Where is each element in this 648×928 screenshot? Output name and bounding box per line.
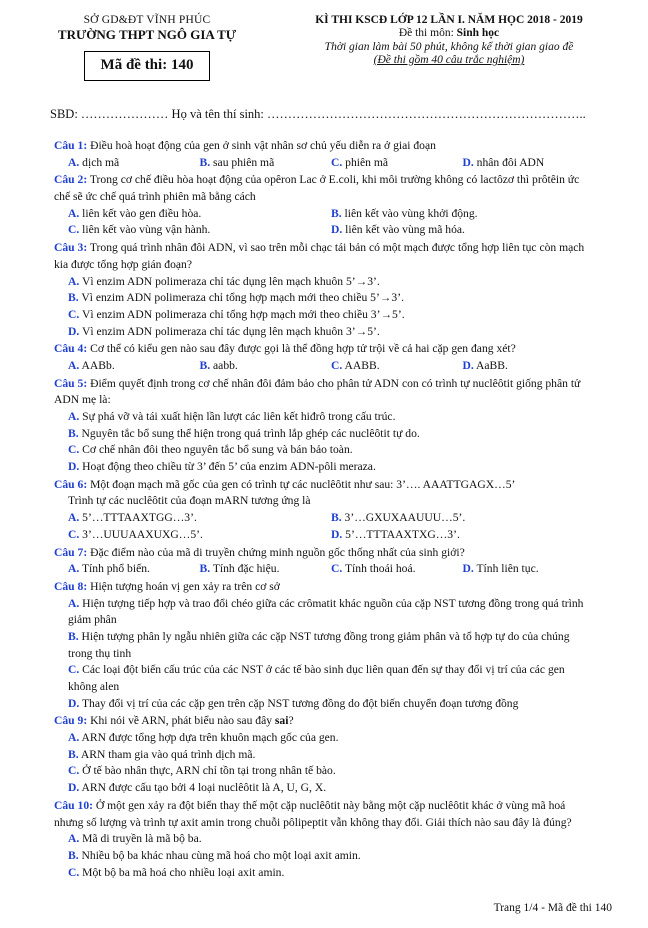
question-text: Khi nói về ARN, phát biểu nào sau đây sai? xyxy=(87,714,294,728)
question-text: Đặc điểm nào của mã di truyền chứng minh nguồn gốc thống nhất của sinh giới? xyxy=(87,545,465,559)
option-list xyxy=(54,274,594,341)
option-item[interactable] xyxy=(68,780,594,797)
question-number: Câu 10: xyxy=(54,798,93,812)
option-text: Tính đặc hiệu. xyxy=(210,562,280,576)
question-text: Ở một gen xảy ra đột biến thay thế một cặp nuclêôtit này bằng một cặp nuclêôtit khác ở vùng mã hoá nhưng số lượng và trình tự axit amin trong chuỗi pôlipeptit vẫn không thay đổi. Giải thích nào sau đây là đúng? xyxy=(54,798,572,829)
option-letter: B. xyxy=(68,848,79,862)
option-item[interactable] xyxy=(68,629,594,662)
option-letter: D. xyxy=(68,696,80,710)
option-item[interactable] xyxy=(68,510,331,527)
option-list xyxy=(54,730,594,797)
option-letter: B. xyxy=(68,291,79,305)
option-letter: D. xyxy=(68,781,80,795)
question-text: Hiện tượng hoán vị gen xảy ra trên cơ sở xyxy=(87,579,280,593)
option-item[interactable] xyxy=(68,865,594,882)
option-text: Sự phá vỡ và tái xuất hiện lần lượt các liên kết hiđrô trong cấu trúc. xyxy=(79,410,396,423)
option-item[interactable] xyxy=(68,831,594,848)
option-text: ARN được tổng hợp dựa trên khuôn mạch gốc của gen. xyxy=(79,731,339,745)
option-text: phiên mã xyxy=(342,155,388,169)
option-letter: B. xyxy=(199,562,211,576)
option-item[interactable] xyxy=(68,459,594,476)
option-text: Hoạt động theo chiều từ 3’ đến 5’ của enzim ADN-pôli meraza. xyxy=(79,460,376,474)
option-text: Tính phổ biến. xyxy=(79,562,150,576)
question-stem xyxy=(54,172,594,205)
option-text: sau phiên mã xyxy=(210,155,275,169)
question-text: Trong quá trình nhân đôi ADN, vì sao trên mỗi chạc tái bản có một mạch được tổng hợp liên tục còn mạch kia được tổng hợp gián đoạn? xyxy=(54,241,585,271)
option-letter: D. xyxy=(462,562,474,576)
option-text: Vì enzim ADN polimeraza chỉ tổng hợp mạch mới theo chiều 5’→3’. xyxy=(78,291,404,305)
option-list xyxy=(54,831,594,881)
option-text: 3’…GXUXAAUUU…5’. xyxy=(341,511,466,525)
option-letter: C. xyxy=(331,358,343,372)
option-letter: C. xyxy=(68,223,80,237)
option-text: Nguyên tắc bổ sung thể hiện trong quá trình lắp ghép các nuclêôtit tự do. xyxy=(78,426,420,440)
option-text: Thay đổi vị trí của các cặp gen trên cặp NST tương đồng do đột biến chuyển đoạn tương đồng xyxy=(79,696,519,710)
question-number: Câu 3: xyxy=(54,241,88,255)
question-stem xyxy=(54,138,594,155)
option-letter: C. xyxy=(68,764,80,778)
option-letter: A. xyxy=(68,596,80,610)
subject-prefix: Đề thi môn: xyxy=(398,27,457,39)
option-item[interactable] xyxy=(200,561,332,578)
option-row xyxy=(54,510,594,527)
question-block xyxy=(54,713,594,796)
question-text: Cơ thể có kiểu gen nào sau đây được gọi là thể đồng hợp tử trội về cả hai cặp gen đang xét? xyxy=(87,342,516,356)
option-text: Tính liên tục. xyxy=(473,562,539,576)
exam-code-box: Mã đề thi: 140 xyxy=(84,51,211,81)
option-row xyxy=(54,206,594,223)
question-number: Câu 2: xyxy=(54,173,88,187)
option-list xyxy=(54,409,594,476)
question-block xyxy=(54,545,594,578)
option-row xyxy=(54,527,594,544)
option-item[interactable] xyxy=(331,206,594,223)
option-text: AaBB. xyxy=(473,358,508,372)
option-item[interactable] xyxy=(463,561,595,578)
question-text: Điều hoà hoạt động của gen ở sinh vật nhân sơ chủ yếu diễn ra ở giai đoạn xyxy=(87,139,436,152)
exam-subject-line xyxy=(272,27,626,39)
department-name: SỞ GD&ĐT VĨNH PHÚC xyxy=(83,14,211,26)
option-text: Các loại đột biến cấu trúc của các NST ở các tế bào sinh dục liên quan đến sự thay đổi vị trí của các gen không alen xyxy=(68,663,565,693)
exam-time-note: Thời gian làm bài 50 phút, không kể thời gian giao đề xyxy=(324,41,574,53)
option-letter: C. xyxy=(68,527,80,541)
option-letter: C. xyxy=(331,155,343,169)
question-text: Điểm quyết định trong cơ chế nhân đôi đảm bảo cho phân tử ADN con có trình tự nuclêôtit giống phân tử ADN mẹ là: xyxy=(54,376,581,407)
option-letter: B. xyxy=(68,426,79,440)
question-stem xyxy=(54,376,594,409)
question-text: Một đoạn mạch mã gốc của gen có trình tự các nuclêôtit như sau: 3’…. AAATTGAGX…5’ xyxy=(87,477,516,491)
question-block xyxy=(54,376,594,476)
option-text: nhân đôi ADN xyxy=(473,155,545,169)
option-item[interactable] xyxy=(68,442,594,459)
option-item[interactable] xyxy=(68,274,594,291)
option-text: aabb. xyxy=(210,358,238,372)
question-text: Trong cơ chế điều hòa hoạt động của opêron Lac ở E.coli, khi môi trường không có lactôzơ thì prôtêin ức chế sẽ ức chế quá trình phiên mã bằng cách xyxy=(54,173,580,204)
option-letter: B. xyxy=(331,511,342,525)
question-block xyxy=(54,341,594,374)
option-letter: D. xyxy=(462,358,474,372)
option-text: 3’…UUUAAXUXG…5’. xyxy=(79,527,203,541)
option-item[interactable] xyxy=(68,409,594,426)
question-block xyxy=(54,579,594,713)
question-block xyxy=(54,138,594,171)
option-letter: B. xyxy=(68,747,79,761)
option-letter: C. xyxy=(68,865,80,879)
question-stem xyxy=(54,240,594,273)
option-letter: A. xyxy=(68,274,80,288)
option-text: Mã di truyền là mã bộ ba. xyxy=(79,832,202,846)
option-item[interactable] xyxy=(68,696,594,713)
option-letter: D. xyxy=(331,223,343,237)
exam-title: KÌ THI KSCĐ LỚP 12 LẦN I. NĂM HỌC 2018 - 2019 xyxy=(315,14,583,26)
option-item[interactable] xyxy=(68,307,594,324)
option-item[interactable] xyxy=(68,848,594,865)
option-letter: D. xyxy=(331,527,343,541)
option-text: AABb. xyxy=(79,358,115,372)
option-letter: D. xyxy=(462,155,474,169)
option-letter: D. xyxy=(68,460,80,474)
option-item[interactable] xyxy=(331,155,463,172)
option-text: 5’…TTTAAXTXG…3’. xyxy=(342,527,460,541)
option-text: ARN tham gia vào quá trình dịch mã. xyxy=(78,747,256,761)
option-item[interactable] xyxy=(200,155,332,172)
option-text: Cơ chế nhân đôi theo nguyên tắc bổ sung và bán bảo toàn. xyxy=(79,443,353,457)
option-letter: A. xyxy=(68,832,80,846)
option-letter: A. xyxy=(68,358,80,372)
question-stem xyxy=(54,713,594,730)
option-letter: A. xyxy=(68,155,80,169)
option-item[interactable] xyxy=(463,358,595,375)
option-item[interactable] xyxy=(68,426,594,443)
question-block xyxy=(54,798,594,881)
question-block xyxy=(54,240,594,340)
option-letter: A. xyxy=(68,511,80,525)
option-item[interactable] xyxy=(68,290,594,307)
option-item[interactable] xyxy=(68,747,594,764)
question-stem xyxy=(54,341,594,358)
header-left xyxy=(22,14,272,81)
questions-container xyxy=(54,138,594,881)
page-header xyxy=(0,0,648,81)
option-text: Hiện tượng tiếp hợp và trao đổi chéo giữa các crômatit khác nguồn của cặp NST tương đồng trong quá trình giảm phân xyxy=(68,596,584,627)
option-item[interactable] xyxy=(331,527,594,544)
option-item[interactable] xyxy=(68,730,594,747)
question-number: Câu 9: xyxy=(54,714,88,728)
option-item[interactable] xyxy=(463,155,595,172)
option-letter: A. xyxy=(68,410,80,423)
option-item[interactable] xyxy=(200,358,332,375)
question-number: Câu 5: xyxy=(54,376,88,390)
question-stem xyxy=(54,798,594,831)
question-number: Câu 1: xyxy=(54,139,88,152)
option-row xyxy=(54,155,594,172)
question-stem xyxy=(54,545,594,562)
option-item[interactable] xyxy=(68,155,200,172)
option-text: Tính thoái hoá. xyxy=(342,562,416,576)
question-number: Câu 8: xyxy=(54,579,88,593)
school-name: TRƯỜNG THPT NGÔ GIA TỰ xyxy=(57,27,237,42)
option-item[interactable] xyxy=(331,358,463,375)
option-text: liên kết vào vùng khởi động. xyxy=(341,206,478,220)
option-item[interactable] xyxy=(331,561,463,578)
option-letter: A. xyxy=(68,562,80,576)
option-row xyxy=(54,561,594,578)
question-continuation: Trình tự các nuclêôtit của đoạn mARN tương ứng là xyxy=(68,494,311,508)
option-letter: B. xyxy=(68,629,79,643)
option-item[interactable] xyxy=(68,596,594,629)
option-letter: B. xyxy=(199,155,211,169)
question-number: Câu 7: xyxy=(54,545,88,559)
page-footer: Trang 1/4 - Mã đề thi 140 xyxy=(493,902,612,914)
question-block xyxy=(54,172,594,239)
option-item[interactable] xyxy=(68,222,331,239)
question-number: Câu 6: xyxy=(54,477,88,491)
option-row xyxy=(54,358,594,375)
option-letter: A. xyxy=(68,206,80,220)
option-item[interactable] xyxy=(68,662,594,695)
option-text: Nhiều bộ ba khác nhau cùng mã hoá cho một loại axit amin. xyxy=(78,848,361,862)
option-item[interactable] xyxy=(68,561,200,578)
option-text: Vì enzim ADN polimeraza chỉ tác dụng lên mạch khuôn 3’→5’. xyxy=(79,324,380,338)
option-text: Một bộ ba mã hoá cho nhiều loại axit amin. xyxy=(79,865,285,879)
option-item[interactable] xyxy=(331,222,594,239)
option-text: AABB. xyxy=(342,358,380,372)
option-text: dịch mã xyxy=(79,155,120,169)
question-block xyxy=(54,477,594,544)
question-stem xyxy=(54,579,594,596)
option-item[interactable] xyxy=(68,358,200,375)
subject-name: Sinh học xyxy=(456,27,500,39)
option-letter: B. xyxy=(331,206,342,220)
option-text: ARN được cấu tạo bởi 4 loại nuclêôtit là A, U, G, X. xyxy=(79,781,327,795)
option-text: Ở tế bào nhân thực, ARN chỉ tồn tại trong nhân tế bào. xyxy=(79,764,336,778)
option-item[interactable] xyxy=(68,206,331,223)
header-right xyxy=(272,14,626,81)
option-text: Vì enzim ADN polimeraza chỉ tổng hợp mạch mới theo chiều 3’→5’. xyxy=(79,307,405,321)
question-stem xyxy=(54,477,594,494)
option-letter: C. xyxy=(68,663,80,677)
option-text: Vì enzim ADN polimeraza chỉ tác dụng lên mạch khuôn 5’→3’. xyxy=(79,274,380,288)
option-letter: C. xyxy=(68,443,80,457)
option-text: liên kết vào vùng mã hóa. xyxy=(342,223,465,237)
option-letter: C. xyxy=(331,562,343,576)
option-row xyxy=(54,222,594,239)
option-list xyxy=(54,596,594,713)
option-item[interactable] xyxy=(68,324,594,341)
option-letter: D. xyxy=(68,324,80,338)
option-item[interactable] xyxy=(331,510,594,527)
option-text: liên kết vào gen điều hòa. xyxy=(79,206,202,220)
question-number: Câu 4: xyxy=(54,342,88,356)
option-letter: A. xyxy=(68,731,80,745)
option-item[interactable] xyxy=(68,763,594,780)
option-text: liên kết vào vùng vận hành. xyxy=(79,223,211,237)
option-text: Hiện tượng phân ly ngẫu nhiên giữa các cặp NST tương đồng trong giảm phân và tổ hợp tự do của chúng trong thụ tinh xyxy=(68,629,570,660)
candidate-info-line: SBD: ………………… Họ và tên thí sinh: ………………………………………………………………….. xyxy=(50,107,586,121)
option-item[interactable] xyxy=(68,527,331,544)
option-letter: C. xyxy=(68,307,80,321)
exam-count-note: (Đề thi gồm 40 câu trắc nghiệm) xyxy=(373,54,525,66)
option-letter: B. xyxy=(199,358,211,372)
option-text: 5’…TTTAAXTGG…3’. xyxy=(79,511,197,525)
